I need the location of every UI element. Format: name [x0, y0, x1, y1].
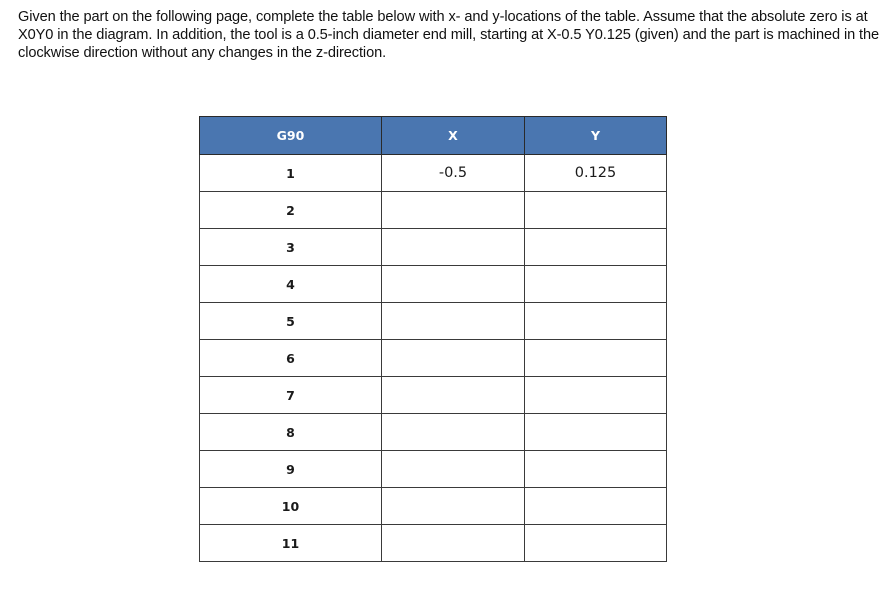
- y-cell[interactable]: 0.125: [525, 155, 667, 192]
- y-cell[interactable]: [525, 377, 667, 414]
- step-cell: 5: [200, 303, 382, 340]
- x-cell[interactable]: [382, 340, 525, 377]
- x-cell[interactable]: [382, 192, 525, 229]
- y-cell[interactable]: [525, 451, 667, 488]
- step-cell: 1: [200, 155, 382, 192]
- step-cell: 9: [200, 451, 382, 488]
- x-cell[interactable]: [382, 229, 525, 266]
- y-cell[interactable]: [525, 525, 667, 562]
- table-row: [200, 488, 667, 525]
- x-cell[interactable]: -0.5: [382, 155, 525, 192]
- x-cell[interactable]: [382, 266, 525, 303]
- step-cell: 10: [200, 488, 382, 525]
- header-g90: G90: [200, 117, 382, 155]
- table-row: [200, 192, 667, 229]
- y-cell[interactable]: [525, 266, 667, 303]
- table-row: [200, 525, 667, 562]
- x-cell[interactable]: [382, 377, 525, 414]
- coordinates-table: [199, 116, 667, 562]
- y-cell[interactable]: [525, 303, 667, 340]
- step-cell: 3: [200, 229, 382, 266]
- y-cell[interactable]: [525, 192, 667, 229]
- step-cell: 11: [200, 525, 382, 562]
- x-cell[interactable]: [382, 303, 525, 340]
- x-cell[interactable]: [382, 525, 525, 562]
- table-row: [200, 414, 667, 451]
- y-cell[interactable]: [525, 414, 667, 451]
- y-cell[interactable]: [525, 488, 667, 525]
- table-row: [200, 377, 667, 414]
- table-row: [200, 451, 667, 488]
- y-cell[interactable]: [525, 340, 667, 377]
- instructions-text: Given the part on the following page, complete the table below with x- and y-locations of the table. Assume that the absolute zero is at X0Y0 in the diagram. In addition, the tool is a 0.5-inch diameter end mill, starting at X-0.5 Y0.125 (given) and the part is machined in the clockwise direction without any changes in the z-direction.: [18, 9, 880, 61]
- step-cell: 4: [200, 266, 382, 303]
- table-row: [200, 155, 667, 192]
- step-cell: 7: [200, 377, 382, 414]
- table-row: [200, 266, 667, 303]
- y-cell[interactable]: [525, 229, 667, 266]
- table-row: [200, 340, 667, 377]
- table-header-row: [200, 117, 667, 155]
- table-row: [200, 229, 667, 266]
- header-y: Y: [525, 117, 667, 155]
- x-cell[interactable]: [382, 414, 525, 451]
- table-row: [200, 303, 667, 340]
- x-cell[interactable]: [382, 451, 525, 488]
- x-cell[interactable]: [382, 488, 525, 525]
- step-cell: 2: [200, 192, 382, 229]
- coordinates-table-container: [199, 116, 666, 571]
- step-cell: 6: [200, 340, 382, 377]
- header-x: X: [382, 117, 525, 155]
- step-cell: 8: [200, 414, 382, 451]
